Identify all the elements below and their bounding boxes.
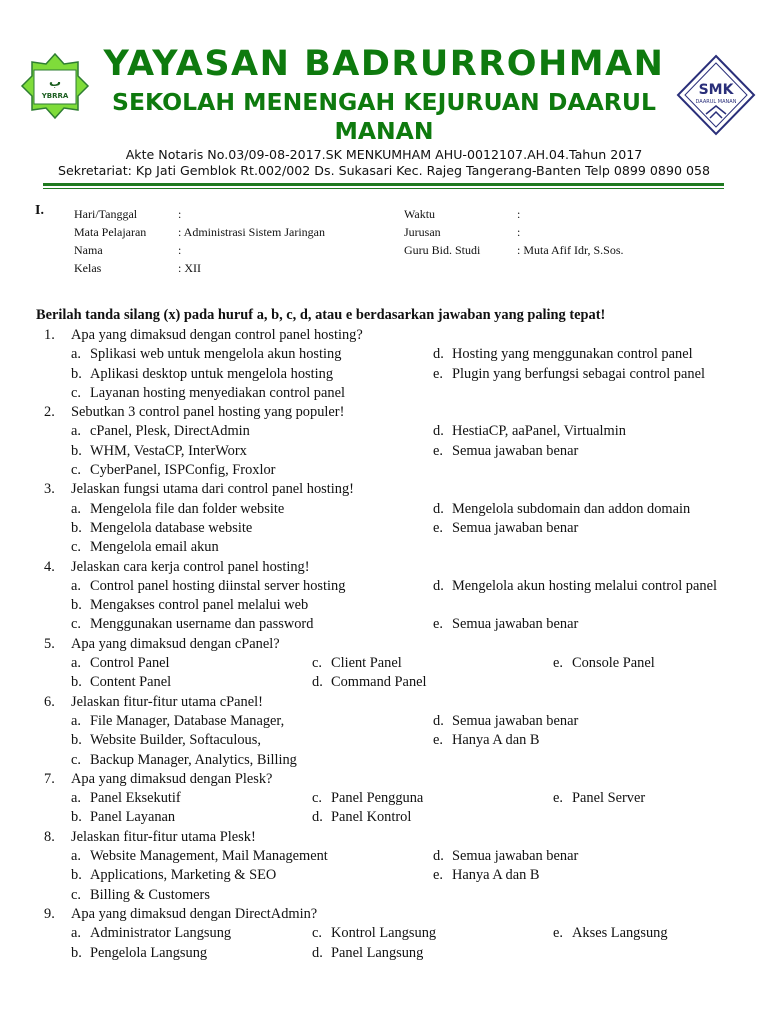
exam-info (0, 203, 768, 283)
value-teacher: : Muta Afif Idr, S.Sos. (517, 243, 624, 257)
label-subject: Mata Pelajaran (74, 225, 147, 239)
label-date: Hari/Tanggal (74, 207, 138, 221)
value-time: : (517, 207, 521, 221)
header-rule-thin (43, 188, 724, 189)
question-number: 4. (44, 558, 55, 575)
question-number: 1. (44, 327, 55, 343)
value-subject: : Administrasi Sistem Jaringan (178, 225, 325, 239)
label-name: Nama (74, 243, 103, 257)
question-7 (0, 770, 768, 789)
info-row (0, 243, 768, 261)
question-1 (0, 326, 768, 345)
question-number: 9. (44, 905, 55, 922)
notary-line: Akte Notaris No.03/09-08-2017.SK MENKUMHAM AHU-0012107.AH.04.Tahun 2017 (125, 147, 643, 162)
question-2 (0, 403, 768, 422)
school-logo-subtext: DAARUL MANAN (695, 99, 737, 105)
question-3 (0, 480, 768, 499)
question-8 (0, 828, 768, 847)
value-date: : (178, 207, 182, 221)
label-department: Jurusan (404, 225, 441, 239)
question-text: Jelaskan fitur-fitur utama Plesk! (71, 828, 256, 845)
question-text: Jelaskan cara kerja control panel hosting! (71, 558, 310, 575)
section-number: I. (35, 203, 44, 218)
instruction: Berilah tanda silang (x) pada huruf a, b, c, d, atau e berdasarkan jawaban yang paling tepat! (36, 307, 606, 323)
question-text: Jelaskan fungsi utama dari control panel hosting! (71, 481, 354, 498)
label-class: Kelas (74, 261, 102, 275)
value-class: : XII (178, 261, 201, 275)
question-number: 8. (44, 828, 55, 845)
question-number: 3. (44, 481, 55, 498)
foundation-name: YAYASAN BADRURROHMAN (103, 44, 665, 84)
label-time: Waktu (404, 207, 436, 221)
question-4 (0, 558, 768, 577)
address-line: Sekretariat: Kp Jati Gemblok Rt.002/002 Ds. Sukasari Kec. Rajeg Tangerang-Banten Telp 0899 0890 058 (57, 163, 711, 178)
question-6 (0, 693, 768, 712)
school-logo-text: SMK (698, 82, 734, 98)
school-name: SEKOLAH MENENGAH KEJURUAN DAARUL MANAN (112, 88, 656, 145)
svg-text:ب: ب (48, 75, 62, 89)
question-number: 6. (44, 693, 55, 710)
question-5 (0, 635, 768, 654)
foundation-logo-text: YBRRA (41, 92, 69, 100)
question-text: Apa yang dimaksud dengan control panel hosting? (71, 327, 363, 343)
question-number: 7. (44, 770, 55, 787)
question-text: Apa yang dimaksud dengan cPanel? (71, 635, 280, 652)
question-text: Jelaskan fitur-fitur utama cPanel! (71, 693, 263, 710)
label-teacher: Guru Bid. Studi (404, 243, 481, 257)
foundation-logo (20, 52, 90, 130)
school-logo (676, 54, 756, 136)
question-number: 2. (44, 404, 55, 421)
question-9 (0, 905, 768, 924)
info-row (0, 207, 768, 225)
question-list: 1. Apa yang dimaksud dengan control panel hosting? a. Splikasi web untuk mengelola akun hosting d. Hosting yang menggunakan control panel b. Aplikasi desktop untuk mengelola hosting e. Plugin yang berfungsi sebagai control panel c. Layanan hosting menyediakan control panel 2. Sebutkan 3 control panel hosting yang populer! a. cPanel, Plesk, DirectAdmin d. HestiaCP, aaPanel, Virtualmin b. WHM, VestaCP, InterWorx e. Semua jawaban benar c. CyberPanel, ISPConfig, Froxlor 3. Jelaskan fungsi utama dari control panel hosting! a. Mengelola file dan folder website d. Mengelola subdomain dan addon domain b. Mengelola database website e. Semua jawaban benar c. Mengelola email akun 4. Jelaskan cara kerja control panel hosting! a. Control panel hosting diinstal server hosting b. Mengakses control panel melalui web d. Mengelola akun hosting melalui control panel c. Menggunakan username dan password e. Semua jawaban benar 5. Apa yang dimaksud dengan cPanel? a. Control Panel c. Client Panel e. Console Panel b. Content Panel d. Command Panel 6. Jelaskan fitur-fitur utama cPanel! a. File Manager, Database Manager, d. Semua jawaban benar b. Website Builder, Softaculous, e. Hanya A dan B c. Backup Manager, Analytics, Billing 7. Apa yang dimaksud dengan Plesk? a. Panel Eksekutif c. Panel Pengguna e. Panel Server b. Panel Layanan d. Panel Kontrol 8. Jelaskan fitur-fitur utama Plesk! a. Website Management, Mail Management d. Semua jawaban benar b. Applications, Marketing & SEO e. Hanya A dan B c. Billing & Customers 9. Apa yang dimaksud dengan DirectAdmin? a. Administrator Langsung c. Kontrol Langsung e. Akses Langsung b. Pengelola Langsung d. Panel Langsung (0, 326, 768, 963)
value-department: : (517, 225, 521, 239)
question-text: Apa yang dimaksud dengan Plesk? (71, 770, 273, 787)
letterhead (0, 0, 768, 195)
value-name: : (178, 243, 182, 257)
question-number: 5. (44, 635, 55, 652)
header-rule (43, 183, 724, 186)
info-row (0, 261, 768, 279)
question-text: Sebutkan 3 control panel hosting yang populer! (71, 404, 345, 421)
question-text: Apa yang dimaksud dengan DirectAdmin? (71, 905, 318, 922)
info-row (0, 225, 768, 243)
